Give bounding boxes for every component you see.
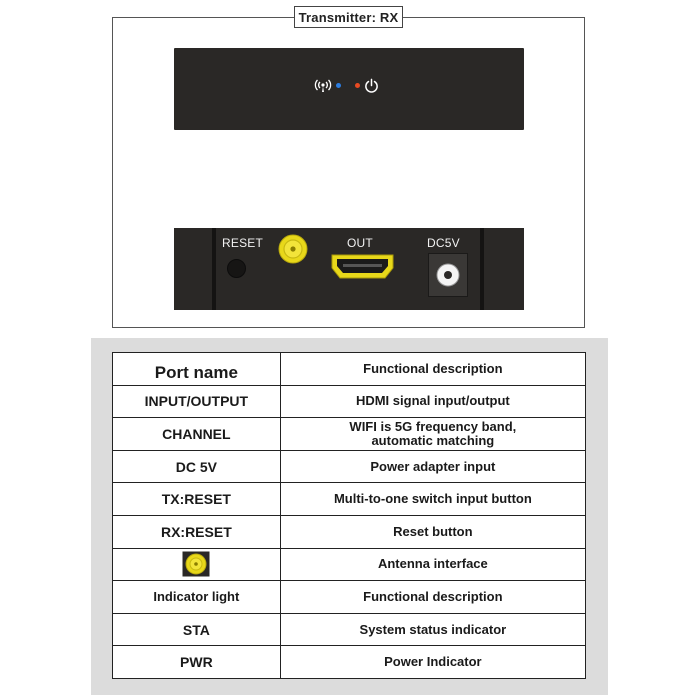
row-desc: Power adapter input xyxy=(280,450,585,483)
table-row xyxy=(113,548,586,581)
antenna-port-icon xyxy=(278,234,308,264)
row-port: CHANNEL xyxy=(113,418,281,451)
table-row xyxy=(113,613,586,646)
row-desc: Antenna interface xyxy=(280,548,585,581)
hdmi-port-icon xyxy=(331,254,394,279)
row-desc: System status indicator xyxy=(280,613,585,646)
table-row xyxy=(113,385,586,418)
sta-led xyxy=(336,83,341,88)
row-port: DC 5V xyxy=(113,450,281,483)
diagram-title: Transmitter: RX xyxy=(294,6,403,28)
row-desc: Multi-to-one switch input button xyxy=(280,483,585,516)
table-header-row xyxy=(113,353,586,386)
reset-label: RESET xyxy=(222,236,264,250)
row-port: PWR xyxy=(113,646,281,679)
wifi-signal-icon xyxy=(314,77,332,93)
reset-button-hole xyxy=(227,259,246,278)
power-icon xyxy=(364,78,379,93)
row-port xyxy=(113,548,281,581)
table-subheader-row xyxy=(113,581,586,614)
table-row xyxy=(113,646,586,679)
pwr-led xyxy=(355,83,360,88)
subheader-functional-description: Functional description xyxy=(280,581,585,614)
row-port: INPUT/OUTPUT xyxy=(113,385,281,418)
row-port: STA xyxy=(113,613,281,646)
row-desc: WIFI is 5G frequency band, automatic matching xyxy=(280,418,585,451)
table-row xyxy=(113,515,586,548)
dc-power-port-icon xyxy=(428,253,468,297)
table-row xyxy=(113,418,586,451)
out-label: OUT xyxy=(347,236,373,250)
header-functional-description: Functional description xyxy=(280,353,585,386)
row-desc: Power Indicator xyxy=(280,646,585,679)
row-port: RX:RESET xyxy=(113,515,281,548)
header-port-name: Port name xyxy=(113,353,281,386)
row-port: TX:RESET xyxy=(113,483,281,516)
row-desc: HDMI signal input/output xyxy=(280,385,585,418)
port-function-table xyxy=(112,352,586,679)
dc5v-label: DC5V xyxy=(427,236,460,250)
antenna-port-icon xyxy=(182,551,210,577)
table-row xyxy=(113,483,586,516)
panel-groove-left xyxy=(212,228,216,310)
subheader-indicator-light: Indicator light xyxy=(113,581,281,614)
panel-groove-right xyxy=(480,228,484,310)
indicator-led-group xyxy=(314,76,384,94)
row-desc: Reset button xyxy=(280,515,585,548)
table-row xyxy=(113,450,586,483)
